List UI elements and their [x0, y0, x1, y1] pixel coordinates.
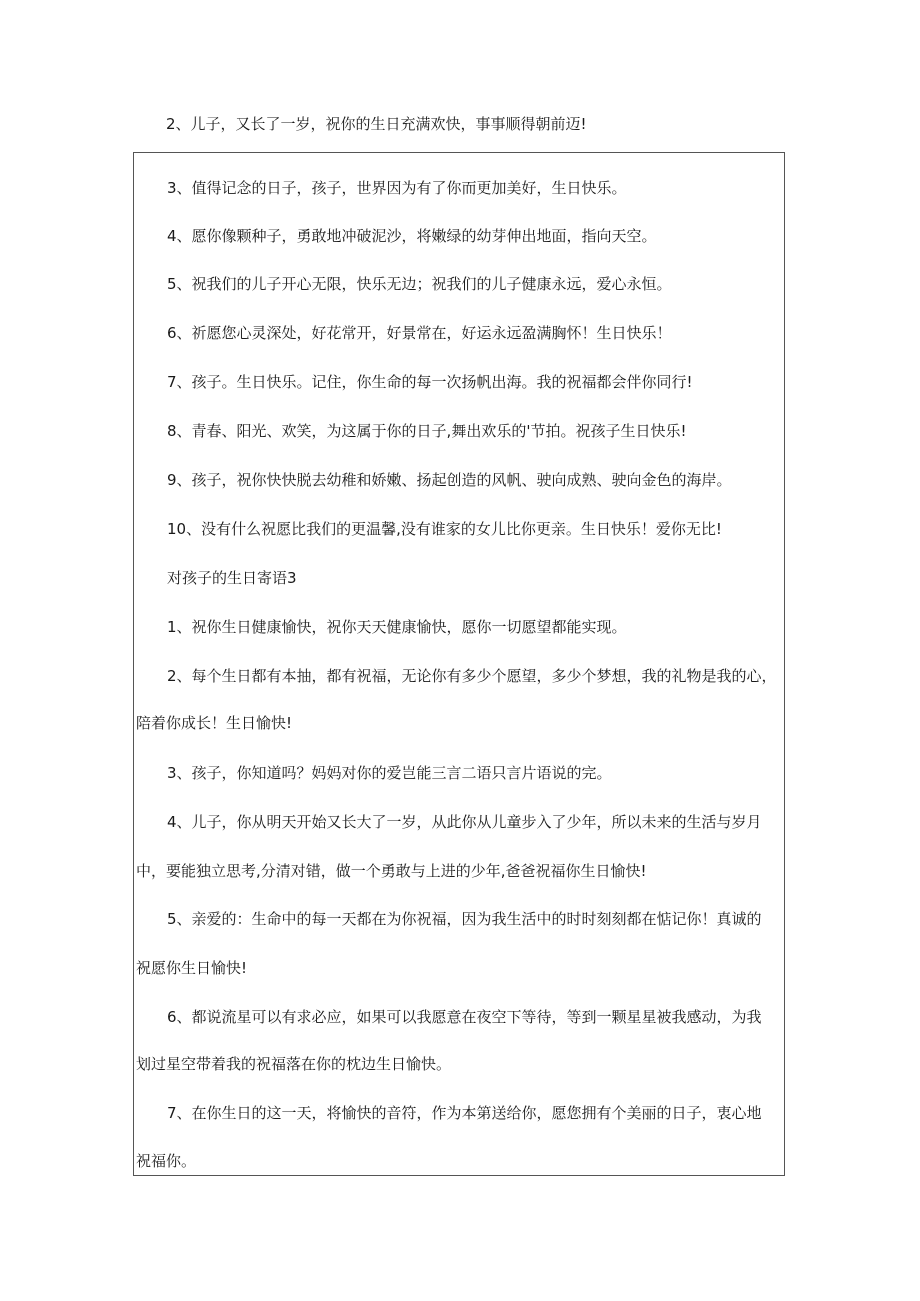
wish-3-item-7-line2: 祝福你。	[136, 1152, 197, 1170]
content-box	[133, 152, 785, 1176]
wish-3-item-7-line1: 7、在你生日的这一天，将愉快的音符，作为本第送给你，愿您拥有个美丽的日子，衷心地	[167, 1104, 762, 1122]
section-heading: 对孩子的生日寄语3	[167, 569, 297, 587]
top-paragraph: 2、儿子，又长了一岁，祝你的生日充满欢快，事事顺得朝前迈!	[166, 115, 587, 133]
wish-item-3: 3、值得记念的日子，孩子，世界因为有了你而更加美好，生日快乐。	[167, 179, 627, 197]
wish-3-item-1: 1、祝你生日健康愉快，祝你天天健康愉快，愿你一切愿望都能实现。	[167, 618, 627, 636]
wish-item-5: 5、祝我们的儿子开心无限，快乐无边；祝我们的儿子健康永远，爱心永恒。	[167, 275, 672, 293]
wish-item-10: 10、没有什么祝愿比我们的更温馨,没有谁家的女儿比你更亲。生日快乐！爱你无比!	[167, 520, 722, 538]
wish-3-item-2-line2: 陪着你成长！生日愉快!	[136, 714, 293, 732]
wish-3-item-5-line2: 祝愿你生日愉快!	[136, 959, 248, 977]
wish-item-8: 8、青春、阳光、欢笑，为这属于你的日子,舞出欢乐的'节拍。祝孩子生日快乐!	[167, 422, 687, 440]
wish-item-7: 7、孩子。生日快乐。记住，你生命的每一次扬帆出海。我的祝福都会伴你同行!	[167, 373, 693, 391]
wish-item-6: 6、祈愿您心灵深处，好花常开，好景常在，好运永远盈满胸怀！生日快乐！	[167, 324, 672, 342]
wish-3-item-2-line1: 2、每个生日都有本抽，都有祝福，无论你有多少个愿望，多少个梦想，我的礼物是我的心，	[167, 667, 777, 685]
wish-3-item-4-line2: 中，要能独立思考,分清对错，做一个勇敢与上进的少年,爸爸祝福你生日愉快!	[136, 862, 647, 880]
wish-3-item-5-line1: 5、亲爱的：生命中的每一天都在为你祝福，因为我生活中的时时刻刻都在惦记你！真诚的	[167, 910, 762, 928]
wish-3-item-3: 3、孩子，你知道吗？妈妈对你的爱岂能三言二语只言片语说的完。	[167, 764, 612, 782]
wish-3-item-6-line2: 划过星空带着我的祝福落在你的枕边生日愉快。	[136, 1055, 452, 1073]
wish-3-item-4-line1: 4、儿子，你从明天开始又长大了一岁，从此你从儿童步入了少年，所以未来的生活与岁月	[167, 813, 762, 831]
wish-3-item-6-line1: 6、都说流星可以有求必应，如果可以我愿意在夜空下等待，等到一颗星星被我感动，为我	[167, 1008, 762, 1026]
wish-item-4: 4、愿你像颗种子，勇敢地冲破泥沙，将嫩绿的幼芽伸出地面，指向天空。	[167, 227, 657, 245]
wish-item-9: 9、孩子，祝你快快脱去幼稚和娇嫩、扬起创造的风帆、驶向成熟、驶向金色的海岸。	[167, 471, 732, 489]
